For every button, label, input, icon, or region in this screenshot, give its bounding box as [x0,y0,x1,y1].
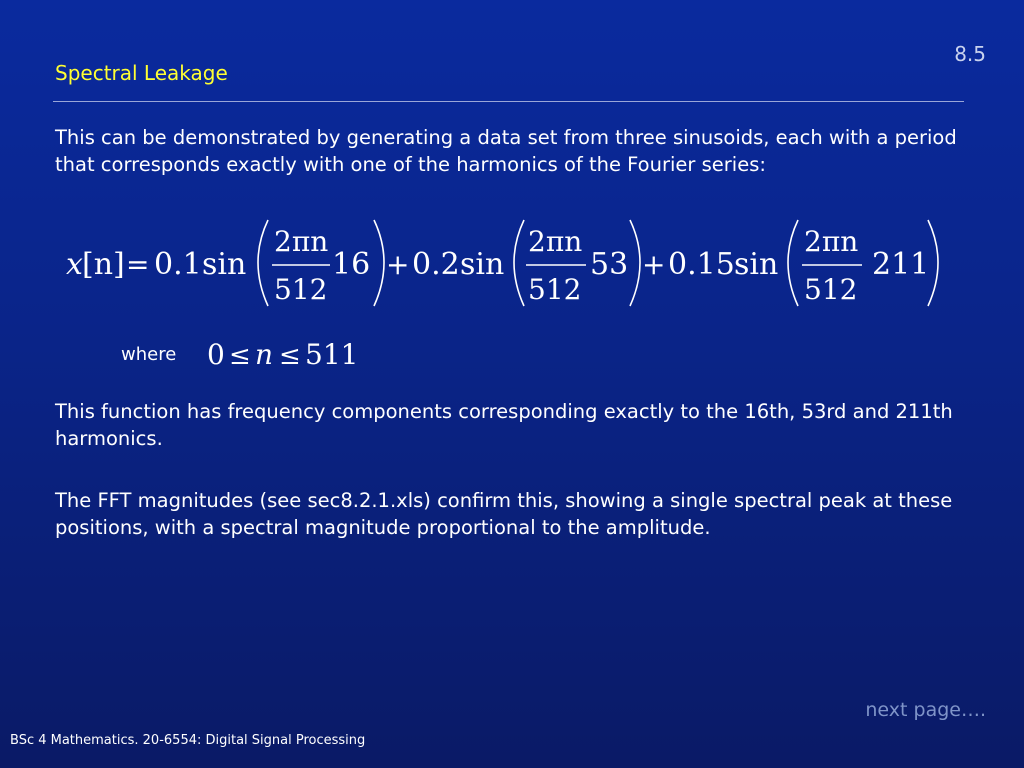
term-3-denominator: 512 [804,273,858,306]
equation-lhs-arg: [n] [82,247,125,282]
intro-paragraph: This can be demonstrated by generating a data set from three sinusoids, each with a period that corresponds exactly with one of the harmonics of the Fourier series: [55,126,957,176]
index-range [205,334,375,374]
fft-paragraph: The FFT magnitudes (see sec8.2.1.xls) confirm this, showing a single spectral peak at these positions, with a spectral magnitude proportional to the amplitude. [55,489,953,539]
range-op-1: ≤ [229,341,251,371]
term-1-numerator: 2πn [274,225,329,258]
term-3-left-paren [788,220,798,306]
plus-sign-2: + [642,248,666,281]
footer-text: BSc 4 Mathematics. 20-6554: Digital Signal Processing [10,733,366,748]
term-2-amplitude: 0.2 [412,247,460,282]
slide-number: 8.5 [954,42,986,66]
term-1-right-paren [374,220,384,306]
title-divider [53,101,964,102]
where-label: where [121,344,177,365]
plus-sign-1: + [386,248,410,281]
term-2-right-paren [630,220,640,306]
signal-equation [62,214,962,314]
term-2-harmonic: 53 [590,247,629,282]
range-upper: 511 [305,338,359,371]
term-2-func: sin [460,247,505,282]
term-1-func: sin [202,247,247,282]
equation-equals: = [126,248,150,281]
next-page-link[interactable]: next page…. [865,699,986,721]
range-var: n [255,338,274,371]
frequency-paragraph: This function has frequency components corresponding exactly to the 16th, 53rd and 211th harmonics. [55,400,953,450]
term-3-harmonic: 211 [872,247,930,282]
term-1-harmonic: 16 [332,247,371,282]
term-2-left-paren [514,220,524,306]
term-2-denominator: 512 [528,273,582,306]
slide-title: Spectral Leakage [55,61,228,85]
term-3-amplitude: 0.15 [668,247,735,282]
equation-lhs-var: x [66,247,83,282]
term-2-numerator: 2πn [528,225,583,258]
term-3-func: sin [734,247,779,282]
range-op-2: ≤ [279,341,301,371]
term-3-right-paren [928,220,938,306]
term-1-denominator: 512 [274,273,328,306]
range-lower: 0 [207,338,225,371]
term-3-numerator: 2πn [804,225,859,258]
term-1-left-paren [258,220,268,306]
term-1-amplitude: 0.1 [154,247,202,282]
